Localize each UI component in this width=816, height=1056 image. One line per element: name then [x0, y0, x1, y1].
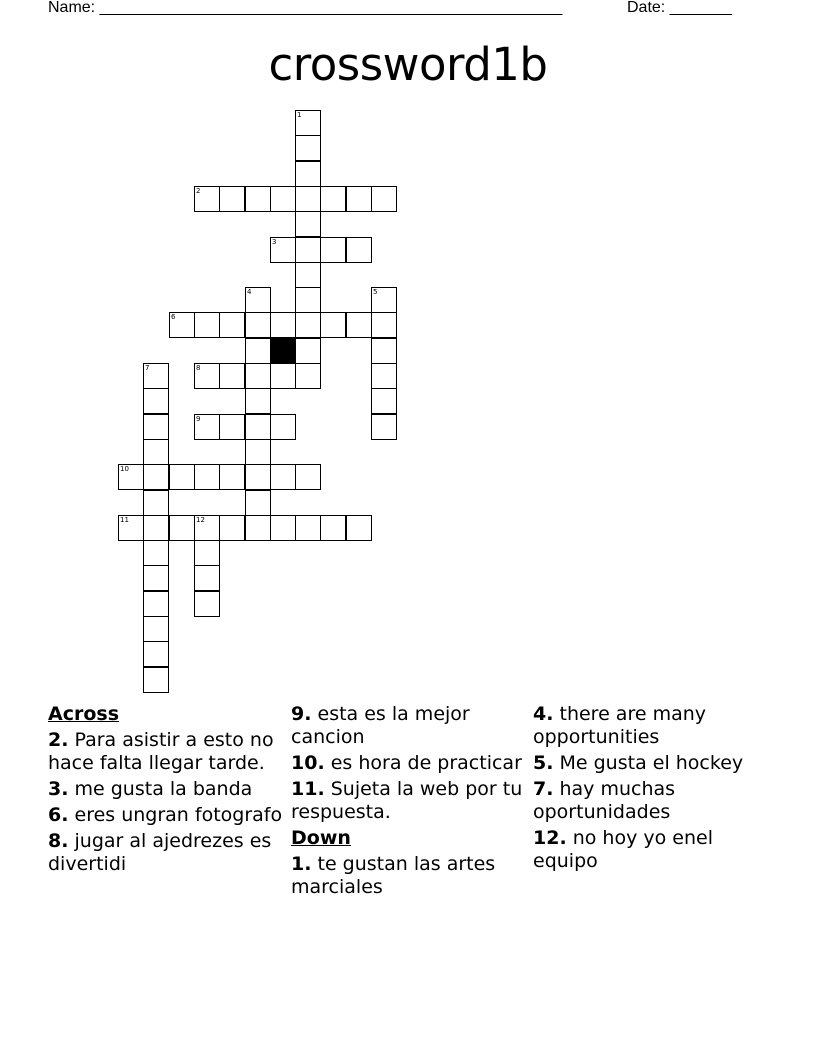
crossword-cell[interactable]: [143, 414, 169, 440]
date-field-label: Date: _______: [627, 0, 732, 16]
crossword-cell[interactable]: [371, 363, 397, 389]
crossword-cell[interactable]: [194, 363, 220, 389]
crossword-cell[interactable]: [194, 591, 220, 617]
crossword-cell[interactable]: [219, 312, 245, 338]
clue-number: 5.: [533, 752, 554, 774]
crossword-cell[interactable]: [143, 388, 169, 414]
crossword-cell[interactable]: [295, 135, 321, 161]
crossword-cell[interactable]: [143, 464, 169, 490]
clue-down-4: [533, 703, 773, 749]
crossword-cell[interactable]: [245, 363, 271, 389]
clue-down-12: [533, 827, 773, 873]
crossword-cell[interactable]: [346, 237, 372, 263]
crossword-cell[interactable]: [245, 312, 271, 338]
clue-across-3: [48, 778, 288, 801]
clue-number: 4.: [533, 703, 554, 725]
crossword-cell[interactable]: [245, 388, 271, 414]
crossword-cell[interactable]: [346, 312, 372, 338]
clue-text: jugar al ajedrezes es divertidi: [48, 830, 272, 875]
clue-number: 12.: [533, 827, 567, 849]
crossword-cell[interactable]: [219, 464, 245, 490]
crossword-cell[interactable]: [270, 363, 296, 389]
crossword-cell[interactable]: [295, 110, 321, 136]
crossword-cell[interactable]: [143, 565, 169, 591]
crossword-cell[interactable]: [118, 515, 144, 541]
crossword-cell[interactable]: [371, 388, 397, 414]
clue-text: te gustan las artes marciales: [291, 853, 496, 898]
clue-number-label: 3: [272, 238, 277, 246]
clue-text: eres ungran fotografo: [74, 804, 283, 826]
crossword-cell[interactable]: [143, 616, 169, 642]
crossword-cell[interactable]: [371, 186, 397, 212]
clue-number: 11.: [291, 778, 325, 800]
clue-text: esta es la mejor cancion: [291, 703, 470, 748]
crossword-cell[interactable]: [371, 312, 397, 338]
clues-column-3: [533, 703, 773, 876]
crossword-cell[interactable]: [295, 363, 321, 389]
across-heading: Across: [48, 703, 120, 725]
clue-number-label: 1: [297, 111, 302, 119]
clue-number: 1.: [291, 853, 312, 875]
crossword-cell[interactable]: [295, 186, 321, 212]
crossword-cell[interactable]: [270, 464, 296, 490]
crossword-cell[interactable]: [143, 540, 169, 566]
clue-text: es hora de practicar: [330, 752, 522, 774]
crossword-cell[interactable]: [245, 186, 271, 212]
crossword-cell[interactable]: [320, 312, 346, 338]
clues-column-2: [291, 703, 531, 902]
crossword-cell[interactable]: [169, 464, 195, 490]
clue-down-1: [291, 853, 531, 899]
crossword-cell[interactable]: [245, 439, 271, 465]
clue-number-label: 7: [145, 364, 150, 372]
clue-number-label: 4: [247, 288, 252, 296]
clue-number-label: 11: [120, 516, 129, 524]
clue-number: 10.: [291, 752, 325, 774]
clue-text: Me gusta el hockey: [559, 752, 744, 774]
clue-across-8: [48, 830, 288, 876]
crossword-cell[interactable]: [346, 515, 372, 541]
crossword-cell[interactable]: [143, 439, 169, 465]
crossword-cell[interactable]: [194, 464, 220, 490]
crossword-cell[interactable]: [194, 414, 220, 440]
crossword-cell[interactable]: [194, 565, 220, 591]
clue-number: 2.: [48, 729, 69, 751]
crossword-cell[interactable]: [194, 312, 220, 338]
crossword-cell[interactable]: [245, 338, 271, 364]
crossword-cell[interactable]: [143, 667, 169, 693]
clue-number-label: 12: [196, 516, 205, 524]
crossword-cell[interactable]: [118, 464, 144, 490]
clue-text: me gusta la banda: [74, 778, 253, 800]
name-field-label: Name: ____________________________________________________: [48, 0, 563, 16]
crossword-cell[interactable]: [320, 237, 346, 263]
crossword-cell[interactable]: [270, 312, 296, 338]
crossword-cell[interactable]: [219, 186, 245, 212]
crossword-cell[interactable]: [295, 287, 321, 313]
clue-number: 9.: [291, 703, 312, 725]
clue-text: hay muchas oportunidades: [533, 778, 676, 823]
crossword-cell[interactable]: [169, 312, 195, 338]
crossword-cell[interactable]: [295, 262, 321, 288]
crossword-cell[interactable]: [295, 161, 321, 187]
crossword-cell[interactable]: [270, 237, 296, 263]
crossword-cell[interactable]: [371, 338, 397, 364]
clue-across-11: [291, 778, 531, 824]
crossword-cell[interactable]: [194, 540, 220, 566]
clue-down-5: [533, 752, 773, 775]
crossword-cell[interactable]: [245, 464, 271, 490]
crossword-cell[interactable]: [295, 211, 321, 237]
clue-text: Para asistir a esto no hace falta llegar tarde.: [48, 729, 274, 774]
crossword-cell[interactable]: [245, 490, 271, 516]
page-title: crossword1b: [268, 38, 548, 91]
crossword-cell[interactable]: [143, 490, 169, 516]
clue-number-label: 8: [196, 364, 201, 372]
clue-number: 7.: [533, 778, 554, 800]
crossword-cell[interactable]: [295, 515, 321, 541]
crossword-cell[interactable]: [245, 515, 271, 541]
clue-number-label: 9: [196, 415, 201, 423]
clue-down-7: [533, 778, 773, 824]
clues-column-1: [48, 703, 288, 879]
clue-number: 3.: [48, 778, 69, 800]
clue-number: 6.: [48, 804, 69, 826]
down-heading: Down: [291, 827, 351, 849]
crossword-cell[interactable]: [219, 363, 245, 389]
clue-text: no hoy yo enel equipo: [533, 827, 713, 872]
clue-number-label: 5: [373, 288, 378, 296]
crossword-cell[interactable]: [346, 186, 372, 212]
clue-number-label: 6: [171, 313, 176, 321]
crossword-block-cell: [270, 338, 296, 364]
crossword-cell[interactable]: [371, 287, 397, 313]
crossword-cell[interactable]: [245, 287, 271, 313]
crossword-cell[interactable]: [270, 186, 296, 212]
clue-text: Sujeta la web por tu respuesta.: [291, 778, 523, 823]
crossword-cell[interactable]: [270, 515, 296, 541]
clue-across-10: [291, 752, 531, 775]
crossword-cell[interactable]: [270, 414, 296, 440]
crossword-cell[interactable]: [143, 363, 169, 389]
crossword-cell[interactable]: [194, 515, 220, 541]
crossword-cell[interactable]: [295, 237, 321, 263]
clue-across-2: [48, 729, 288, 775]
crossword-cell[interactable]: [371, 414, 397, 440]
crossword-cell[interactable]: [245, 414, 271, 440]
clue-across-9: [291, 703, 531, 749]
clue-across-6: [48, 804, 288, 827]
crossword-cell[interactable]: [295, 338, 321, 364]
crossword-cell[interactable]: [320, 186, 346, 212]
crossword-cell[interactable]: [143, 515, 169, 541]
crossword-cell[interactable]: [169, 515, 195, 541]
crossword-cell[interactable]: [219, 414, 245, 440]
clue-text: there are many opportunities: [533, 703, 707, 748]
clue-number-label: 2: [196, 187, 201, 195]
clue-number-label: 10: [120, 465, 129, 473]
crossword-cell[interactable]: [194, 186, 220, 212]
crossword-cell[interactable]: [143, 641, 169, 667]
crossword-cell[interactable]: [143, 591, 169, 617]
crossword-cell[interactable]: [219, 515, 245, 541]
crossword-cell[interactable]: [295, 464, 321, 490]
crossword-cell[interactable]: [295, 312, 321, 338]
clue-number: 8.: [48, 830, 69, 852]
crossword-cell[interactable]: [320, 515, 346, 541]
